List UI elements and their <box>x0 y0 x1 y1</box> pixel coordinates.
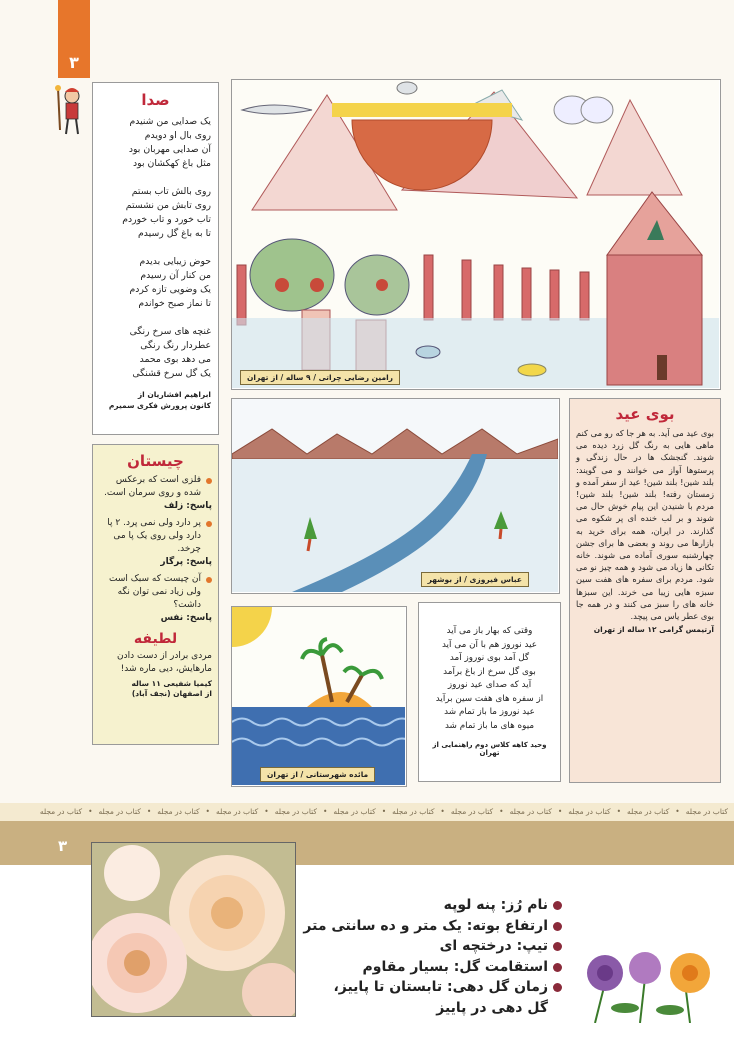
poem-title: صدا <box>141 91 170 109</box>
poem-line: گل آمد بوی نوروز آمد <box>449 653 530 663</box>
rose-fact-item: استقامت گل: بسیار مقاوم <box>300 957 562 978</box>
eid-title: بوی عید <box>615 405 675 423</box>
poem-stanza: یک صدایی من شنیدم روی بال او دویدم آن صدایی مهربان بود مثل باغ کهکشان بود <box>128 116 211 169</box>
child-drawing-illustration <box>232 607 405 785</box>
nowruz-poem-author: وحید کاهه کلاس دوم راهنمایی از تهران <box>432 741 547 757</box>
poem-box <box>92 82 219 435</box>
drawing-island <box>231 606 407 787</box>
poem-stanza: غنچه های سرخ رنگی عطردار رنگ رنگی می دهد بوی محمد یک گل سرخ قشنگی <box>129 326 211 379</box>
rose-fact-item: زمان گل دهی: تابستان تا پاییز، <box>300 977 562 998</box>
drawing-river <box>231 398 560 594</box>
eid-essay-box <box>569 398 721 783</box>
riddle-answer: پاسخ: زلف <box>163 501 212 511</box>
drawing-caption: عباس فیروزی / از بوشهر <box>421 572 529 587</box>
poem-line: آید که صدای عید نوروز <box>447 680 532 690</box>
poem-line: وقتی که بهار باز می آید <box>446 626 533 636</box>
riddle-answer: پاسخ: نفس <box>160 613 212 623</box>
riddle-title: چیستان <box>127 452 184 470</box>
drawing-caption: مائده شهرستانی / از تهران <box>260 767 375 782</box>
footer-page-number: ۳ <box>58 837 68 855</box>
decorative-flowers-icon <box>565 948 725 1023</box>
poem-line: عید نوروز هم با آن می آید <box>441 639 538 650</box>
riddle-question: آن چیست که سبک است ولی زیاد نمی توان نگه داشت؟ <box>99 573 212 612</box>
book-in-magazine-band: کتاب در مجله•کتاب در مجله•کتاب در مجله•کتاب در مجله•کتاب در مجله•کتاب در مجله•کتاب در مجله•کتاب در مجله•کتاب در مجله•کتاب در مجله•کتاب در مجله•کتاب در مجله <box>0 803 734 821</box>
joke-text: مردی برادر از دست دادن مارهایش، دیی ماره شد! <box>117 651 212 674</box>
rose-photo-icon <box>92 843 296 1017</box>
poem-stanza: روی بالش تاب بستم روی تابش من نشستم تاب خورد و تاب خوردم تا به باغ گل رسیدم <box>122 186 211 239</box>
joke-title: لطیفه <box>133 631 178 647</box>
poem-line: بوی گل سرخ از باغ برآمد <box>443 666 536 677</box>
drawing-mountains-house <box>231 79 721 390</box>
painter-figure-icon <box>50 84 90 140</box>
drawing-caption: رامین رضایی چراتی / ۹ ساله / از تهران <box>240 370 400 385</box>
child-drawing-illustration <box>232 80 719 388</box>
rose-fact-item: تیپ: درختچه ای <box>300 936 562 957</box>
riddle-question: پر دارد ولی نمی پرد. ۲ پا دارد ولی روی یک پا می چرخد. <box>99 517 212 556</box>
poem-stanza: حوض زیبایی بدیدم من کنار آن رسیدم یک وضویی تازه کردم تا نماز صبح خواندم <box>129 256 211 309</box>
poem-line: از سفره های هفت سین برآید <box>435 693 544 704</box>
poem-line: عید نوروز ما باز تمام شد <box>444 707 535 717</box>
riddle-box <box>92 444 219 745</box>
poem-line: میوه های ما باز تمام شد <box>444 720 535 731</box>
riddle-question: فلزی است که برعکس شده و روی سرمان است. <box>99 474 212 500</box>
poem-author: ابراهیم افشاریان از کانون پرورش فکری سمیرم <box>108 390 211 410</box>
rose-fact-item: نام رُز: پنه لوپه <box>300 895 562 916</box>
joke-author: کیمیا شفیعی ۱۱ ساله از اصفهان (نجف آباد) <box>131 679 212 698</box>
rose-photo <box>91 842 296 1017</box>
rose-facts-list <box>300 895 562 1018</box>
page-number-tab: ۳ <box>58 0 90 78</box>
child-drawing-illustration <box>232 399 558 592</box>
nowruz-poem-box <box>418 602 561 782</box>
eid-author: آرتیمس گرامی ۱۲ ساله از تهران <box>593 625 714 635</box>
eid-text: بوی عید می آید. به هر جا که رو می کنم ماهی هایی به رنگ گل زرد دیده می شوند. گنجشک ها در حال زندگی و پرستوها آواز می خوانند و می گویند: بلند شین! بلند شین! عید از سفر آمده و زمستان رفته! بلند شین! بلند شین! مردم با شنیدن این پیام خوش حال می شوند و بر لب خنده ای پر شکوه می گذارند. در ایران، همه برای خرید به بازارها می روند و بعضی ها برای جشن چهارشنبه سوری آماده می شوند. خانه تکانی ها زیاد می شود و همه چیز نو می شود. مردم برای سفره های هفت سین سبزه هایی زیبا می خرند. این سبزها خانه های را سبز می کنند و در همه جا بوی عطر یاس می پیچد. <box>576 428 714 622</box>
rose-fact-item: گل دهی در پاییز <box>436 999 548 1016</box>
rose-fact-item: ارتفاع بوته: یک متر و ده سانتی متر <box>300 916 562 937</box>
riddle-answer: پاسخ: پرگار <box>160 557 212 567</box>
